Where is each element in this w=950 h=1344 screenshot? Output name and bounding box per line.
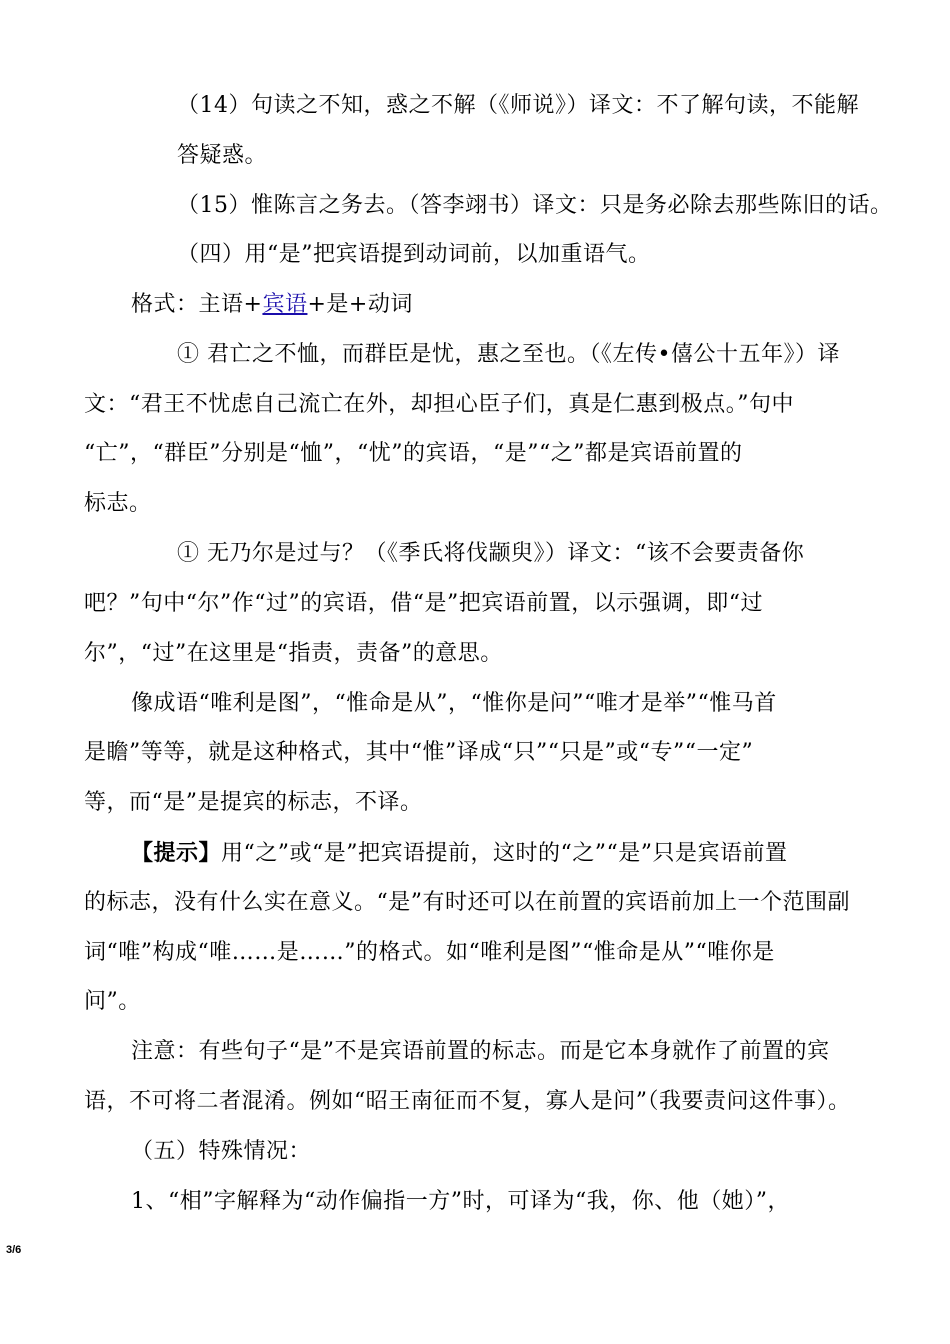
paragraph-line: （14）句读之不知，惑之不解（《师说》）译文：不了解句读，不能解 xyxy=(177,93,859,118)
paragraph-line: 的标志，没有什么实在意义。“是”有时还可以在前置的宾语前加上一个范围副 xyxy=(84,890,850,915)
paragraph-line: 文：“君王不忧虑自己流亡在外，却担心臣子们，真是仁惠到极点。”句中 xyxy=(84,392,794,417)
tip-text: 用“之”或“是”把宾语提前，这时的“之”“是”只是宾语前置 xyxy=(221,841,788,866)
page-number: 3/6 xyxy=(6,1244,22,1256)
format-line xyxy=(131,290,413,320)
tip-line xyxy=(131,838,788,869)
paragraph-line: 吧？”句中“尔”作“过”的宾语，借“是”把宾语前置，以示强调，即“过 xyxy=(84,591,763,616)
paragraph-line: ① 无乃尔是过与？（《季氏将伐颛臾》）译文：“该不会要责备你 xyxy=(177,541,805,566)
paragraph-line: 语，不可将二者混淆。例如“昭王南征而不复，寡人是问”（我要责问这件事）。 xyxy=(84,1089,851,1114)
paragraph-line: 像成语“唯利是图”，“惟命是从”，“惟你是问”“唯才是举”“惟马首 xyxy=(131,691,777,716)
paragraph-line: 尔”，“过”在这里是“指责，责备”的意思。 xyxy=(84,641,503,666)
paragraph-line: 问”。 xyxy=(84,989,141,1014)
format-suffix: +是+动词 xyxy=(307,292,413,317)
paragraph-line: 标志。 xyxy=(84,491,152,516)
paragraph-line: ① 君亡之不恤，而群臣是忧，惠之至也。（《左传•僖公十五年》）译 xyxy=(177,342,840,367)
section-heading: （四）用“是”把宾语提到动词前，以加重语气。 xyxy=(177,242,651,267)
paragraph-line: 是瞻”等等，就是这种格式，其中“惟”译成“只”“只是”或“专”“一定” xyxy=(84,740,754,765)
paragraph-line: 词“唯”构成“唯……是……”的格式。如“唯利是图”“惟命是从”“唯你是 xyxy=(84,940,775,965)
paragraph-line: （15）惟陈言之务去。（答李翊书）译文：只是务必除去那些陈旧的话。 xyxy=(177,193,893,218)
object-link[interactable]: 宾语 xyxy=(262,292,308,317)
paragraph-line: 注意：有些句子“是”不是宾语前置的标志。而是它本身就作了前置的宾 xyxy=(131,1039,830,1064)
paragraph-line: “亡”，“群臣”分别是“恤”，“忧”的宾语，“是”“之”都是宾语前置的 xyxy=(84,441,743,466)
paragraph-line: 1、“相”字解释为“动作偏指一方”时，可译为“我，你、他（她）”， xyxy=(131,1189,790,1214)
paragraph-line: 答疑惑。 xyxy=(177,143,268,168)
section-heading: （五）特殊情况： xyxy=(131,1139,312,1164)
paragraph-line: 等，而“是”是提宾的标志，不译。 xyxy=(84,790,423,815)
format-prefix: 格式：主语+ xyxy=(131,292,263,317)
tip-label: 【提示】 xyxy=(131,840,222,866)
